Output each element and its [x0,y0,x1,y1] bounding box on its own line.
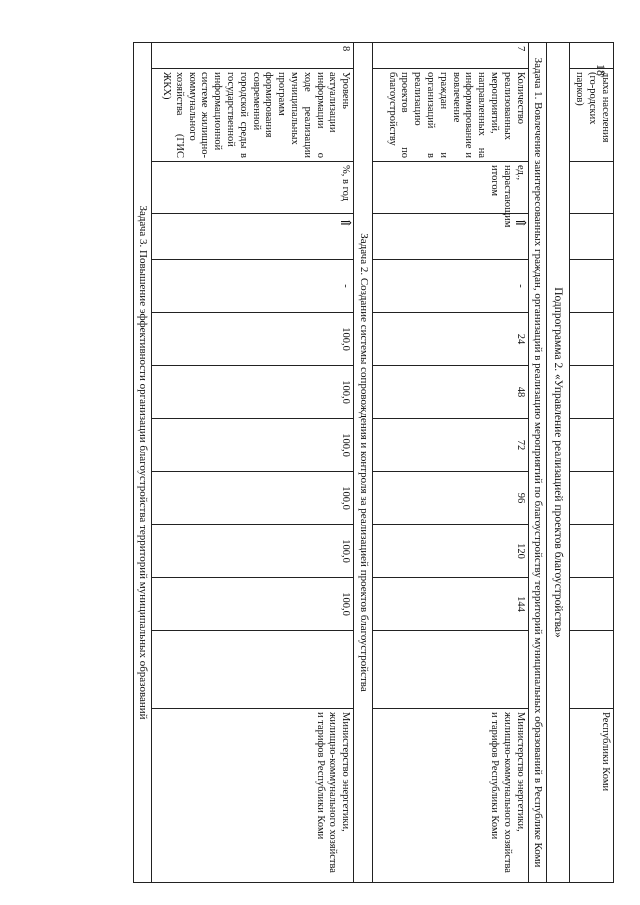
task3-row [133,43,151,883]
cell [570,162,614,214]
subprogram-row [546,43,569,883]
unit: ед., нарастающим итогом [372,162,528,214]
cell [570,472,614,525]
direction-arrow-icon: ⇑ [372,214,528,260]
value-cell: 100,0 [152,472,354,525]
value-cell: - [152,260,354,313]
cell [372,631,528,709]
task1-title: Задача 1. Вовлечение заинтересованных граждан, организаций в реализацию мероприятий по благоустройству территорий муниципальных образований в Республике Коми [528,43,546,883]
table-row-8 [152,43,354,883]
table-row-top [570,43,614,883]
table-row-7 [372,43,528,883]
value-cell: 144 [372,578,528,631]
indicator-name: Уровень актуализации информации о ходе реализации муниципальных программ формирования современной городской среды в государственной информационной системе жилищно-коммунального хозяйства (ГИС ЖКХ) [152,69,354,162]
cell [152,631,354,709]
value-cell: 100,0 [152,525,354,578]
row-number: 8 [152,43,354,69]
indicator-name: Количество реализованных мероприятий, направленных на информирование и вовлечение граждан и организаций в реализацию проектов по благоустройству [372,69,528,162]
cell [570,313,614,366]
cell [570,525,614,578]
cell [570,214,614,260]
cell-responsible: Республики Коми [570,709,614,883]
value-cell: - [372,260,528,313]
task2-title: Задача 2. Создание системы сопровождения и контроля за реализацией проектов благоустройства [354,43,372,883]
cell-indicator: дыха населения (го-родских парков) [570,69,614,162]
row-number: 7 [372,43,528,69]
value-cell: 96 [372,472,528,525]
value-cell: 72 [372,419,528,472]
cell [570,578,614,631]
responsible: Министерство энергетики, жилищно-коммунального хозяйства и тарифов Республики Коми [152,709,354,883]
value-cell: 48 [372,366,528,419]
responsible: Министерство энергетики, жилищно-коммунального хозяйства и тарифов Республики Коми [372,709,528,883]
direction-arrow-icon: ⇑ [152,214,354,260]
value-cell: 100,0 [152,578,354,631]
cell [570,43,614,69]
value-cell: 100,0 [152,313,354,366]
cell [570,260,614,313]
task3-title: Задача 3. Повышение эффективности организации благоустройства территорий муниципальных образований [133,43,151,883]
task1-row [528,43,546,883]
value-cell: 100,0 [152,366,354,419]
value-cell: 24 [372,313,528,366]
rotated-table-container [80,42,614,882]
unit: %, в год [152,162,354,214]
cell [570,419,614,472]
page-number: 18 [594,64,608,76]
value-cell: 100,0 [152,419,354,472]
cell [570,631,614,709]
subprogram-title: Подпрограмма 2. «Управление реализацией проектов благоустройства» [546,43,569,883]
cell [570,366,614,419]
task2-row [354,43,372,883]
indicators-table [133,42,614,883]
value-cell: 120 [372,525,528,578]
